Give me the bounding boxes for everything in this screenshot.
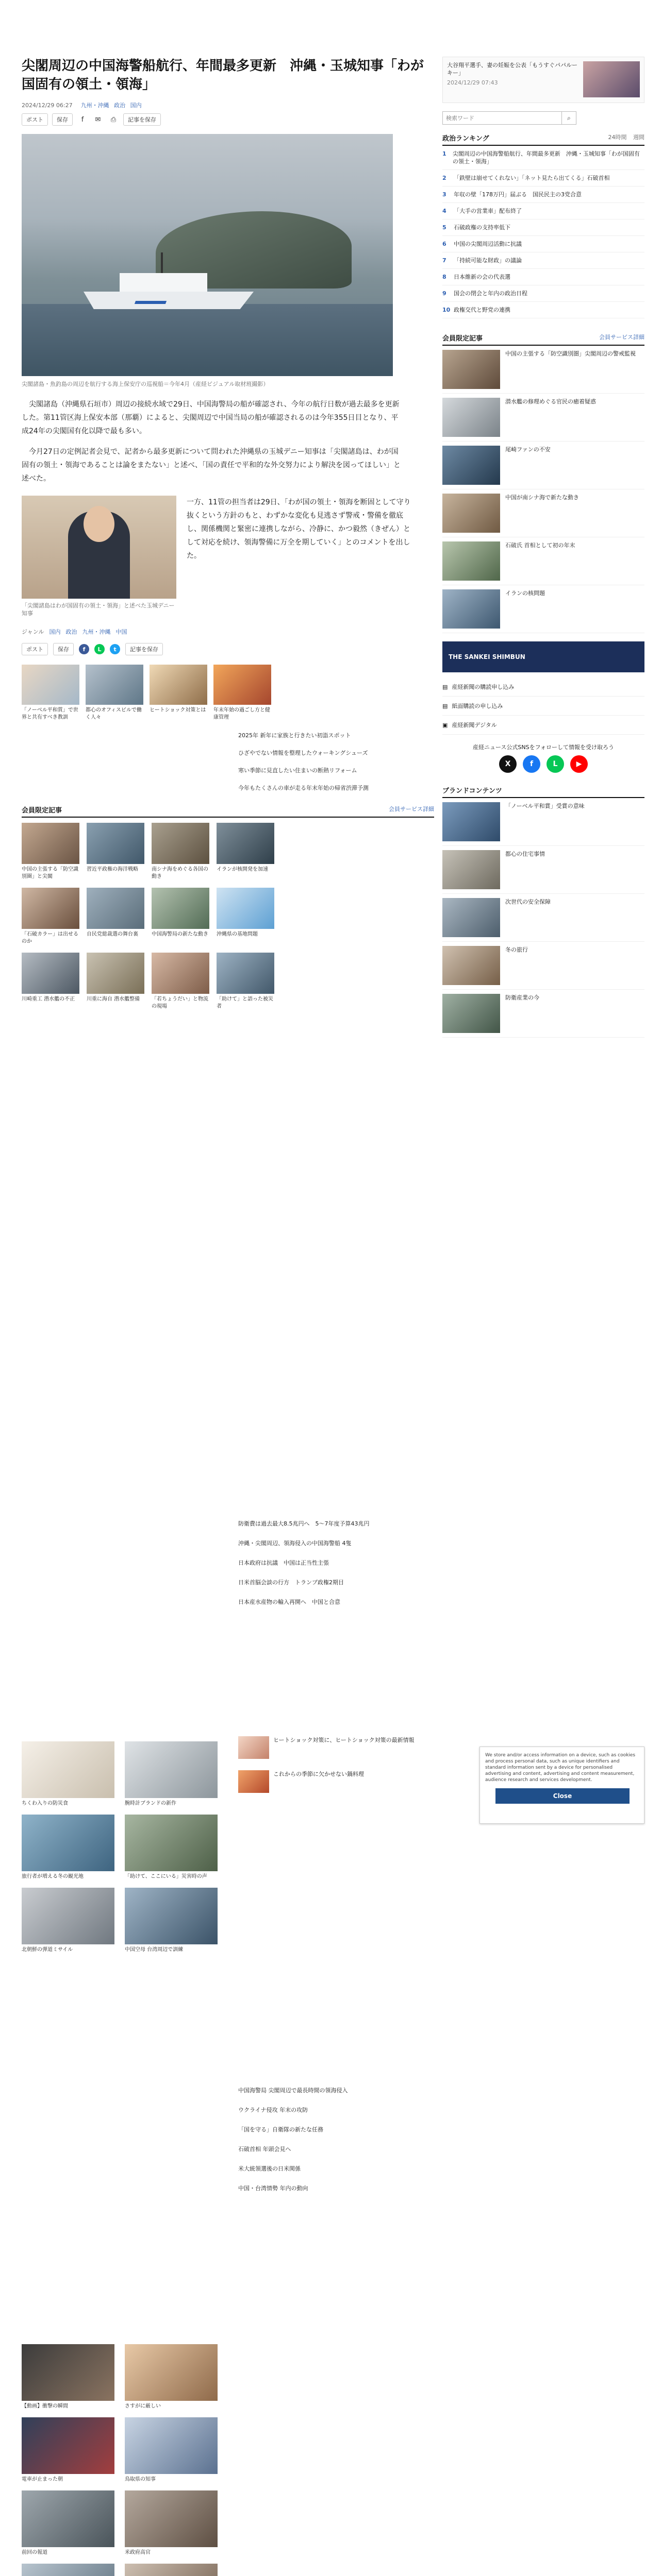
x-icon[interactable]: X xyxy=(499,755,517,773)
topic-tag[interactable]: 国内 xyxy=(49,629,61,635)
article-card[interactable]: 中国の主張する「防空識別圏」と尖閣 xyxy=(22,823,79,880)
save-article-button[interactable]: 記事を保存 xyxy=(123,113,161,126)
brand-card[interactable]: 冬の旅行 xyxy=(442,942,644,990)
members-title: 会員限定記事 xyxy=(442,335,483,343)
follow-text: 産経ニュース公式SNSをフォローして情報を受け取ろう xyxy=(472,744,615,751)
facebook-icon[interactable]: f xyxy=(79,644,89,654)
topic-tags xyxy=(22,628,434,636)
article-card[interactable]: 川崎重工 潜水艦の不正 xyxy=(22,953,79,1010)
search-icon[interactable]: ⌕ xyxy=(561,112,576,124)
print-icon[interactable]: ⎙ xyxy=(110,115,117,124)
text-link[interactable]: 沖縄・尖閣周辺、領海侵入の中国海警船 4隻 xyxy=(238,1540,352,1547)
ranking-title: 政治ランキング xyxy=(442,135,489,143)
sidebar xyxy=(442,57,644,1038)
related-thumb[interactable]: 都心のオフィスビルで働く人々 xyxy=(86,665,143,721)
members-card[interactable]: イランの核問題 xyxy=(442,585,644,633)
ranking-item[interactable]: 7 「持続可能な財政」の議論 xyxy=(442,252,644,269)
mid-text-list xyxy=(238,1520,434,1618)
subscription-link[interactable]: ▤ 産経新聞の購読申し込み xyxy=(442,677,644,697)
cookie-text: We store and/or access information on a device, such as cookies and process personal data, such as unique identifiers and standard information sent by a device for personalised advertising and content, advertising and content measurement, audience research and services development. xyxy=(485,1753,636,1783)
topic-tag[interactable]: 九州・沖縄 xyxy=(82,629,111,635)
text-link[interactable]: ウクライナ侵攻 年末の攻防 xyxy=(238,2107,308,2113)
article-card[interactable]: 自民党総裁選の舞台裏 xyxy=(87,888,144,945)
article-card[interactable]: 中国海警局の新たな動き xyxy=(152,888,209,945)
members-header xyxy=(442,333,644,346)
brand-card[interactable]: 「ノーベル平和賞」受賞の意味 xyxy=(442,798,644,846)
article-headline: 尖閣周辺の中国海警船航行、年間最多更新 沖縄・玉城知事「わが国固有の領土・領海」 xyxy=(22,58,424,92)
related-thumbs xyxy=(22,665,434,721)
facebook-icon[interactable]: f xyxy=(81,115,84,124)
article-card[interactable]: 「石破カラー」は出せるのか xyxy=(22,888,79,945)
bottom-share-row xyxy=(22,643,434,655)
top-ad-image xyxy=(583,61,640,97)
article-meta xyxy=(22,101,434,109)
article-card[interactable]: 川重に海自 潜水艦整備 xyxy=(87,953,144,1010)
cookie-close-button[interactable]: Close xyxy=(495,1788,630,1804)
article-card[interactable]: イランが核開発を加速 xyxy=(217,823,274,880)
subscription-link[interactable]: ▣ 産経新聞デジタル xyxy=(442,716,644,735)
members-section-header xyxy=(22,805,434,818)
line-icon[interactable]: ✉ xyxy=(95,115,101,124)
related-link[interactable]: 2025年 新年に家族と行きたい初詣スポット xyxy=(238,732,351,739)
newspaper-icon: ▤ xyxy=(442,683,448,690)
article-card[interactable]: 沖縄県の基地問題 xyxy=(217,888,274,945)
text-link[interactable]: 日本政府は抗議 中国は正当性主張 xyxy=(238,1560,329,1566)
top-ad[interactable] xyxy=(442,57,644,103)
article-card[interactable]: 「若ちょうだい」と物流の現場 xyxy=(152,953,209,1010)
cookie-notice xyxy=(479,1747,644,1824)
ranking-item[interactable]: 1 尖閣周辺の中国海警船航行、年間最多更新 沖縄・玉城知事「わが国固有の領土・領海」 xyxy=(442,146,644,170)
article-card[interactable]: 鳥取県の知事 xyxy=(125,2417,218,2483)
article-card[interactable]: 習近平政権の海洋戦略 xyxy=(87,823,144,880)
hero-photo xyxy=(22,134,393,376)
ranking-item[interactable]: 6 中国の尖閣周辺活動に抗議 xyxy=(442,236,644,252)
article-card[interactable]: 【動画】衝撃の瞬間 xyxy=(22,2344,114,2410)
tag-link[interactable]: 九州・沖縄 xyxy=(80,102,109,109)
members-card[interactable]: 中国の主張する「防空識別圏」尖閣周辺の警戒監視 xyxy=(442,346,644,394)
article-card[interactable]: 「助けて」と語った被災者 xyxy=(217,953,274,1010)
brand-card[interactable]: 防衛産業の今 xyxy=(442,990,644,1038)
ranking-item[interactable]: 4 「大手の営業車」配布終了 xyxy=(442,203,644,219)
hero-caption: 尖閣諸島・魚釣島の周辺を航行する海上保安庁の巡視船＝今年4月（産経ビジュアル取材班撮影） xyxy=(22,381,269,387)
related-list xyxy=(238,732,434,792)
article-card[interactable] xyxy=(22,2564,114,2576)
brand-list xyxy=(442,798,644,1038)
facebook-icon[interactable]: f xyxy=(523,755,540,773)
members-card[interactable]: 尾崎ファンの不安 xyxy=(442,442,644,489)
article-card[interactable]: 前回の報道 xyxy=(22,2490,114,2556)
ranking-header xyxy=(442,133,644,146)
subscription-links xyxy=(442,677,644,735)
lower-cards-block xyxy=(22,2339,218,2576)
line-icon[interactable]: L xyxy=(547,755,564,773)
text-link[interactable]: 中国・台湾情勢 年内の動向 xyxy=(238,2185,308,2192)
inset-paragraph: 一方、11管の担当者は29日、「わが国の領土・領海を断固として守り抜くという方針のもと、わずかな変化も見逃さず警戒・警備を徹底し、関係機関と緊密に連携しながら、冷静に、かつ毅然（きぜん）として対応を続け、領海警備に万全を期していく」とのコメントを出した。 xyxy=(187,498,411,560)
article-body xyxy=(22,398,403,485)
tab-weekly[interactable]: 週間 xyxy=(633,134,644,141)
article-paragraph: 尖閣諸島（沖縄県石垣市）周辺の接続水域で29日、中国海警局の船が確認され、今年の航行日数が過去最多を更新した。第11管区海上保安本部（那覇）によると、尖閣周辺で中国当局の船が確認されるのは今年355日目となり、平成24年の尖閣国有化以降で最も多い。 xyxy=(22,400,400,435)
text-link[interactable]: 日米首脳会談の行方 トランプ政権2期目 xyxy=(238,1579,344,1586)
members-list xyxy=(442,346,644,633)
related-link[interactable]: 寒い季節に見直したい住まいの断熱リフォーム xyxy=(238,767,357,774)
article-card[interactable]: 「助けて、ここにいる」災害時の声 xyxy=(125,1815,218,1880)
article-card[interactable]: 旅行者が増える冬の観光地 xyxy=(22,1815,114,1880)
related-thumb[interactable]: 「ノーベル平和賞」で世界と共有すべき教訓 xyxy=(22,665,79,721)
inset-block xyxy=(22,496,434,617)
text-link[interactable]: 石破首相 年頭会見へ xyxy=(238,2146,291,2153)
topic-tag[interactable]: 中国 xyxy=(115,629,127,635)
ad-item[interactable]: ヒートショック対策に、ヒートショック対策の最新情報 xyxy=(238,1736,434,1759)
article-card[interactable]: 腕時計ブランドの新作 xyxy=(125,1741,218,1807)
digital-icon: ▣ xyxy=(442,721,448,728)
search-input[interactable] xyxy=(443,112,561,124)
article-card[interactable]: 北朝鮮の弾道ミサイル xyxy=(22,1888,114,1954)
ranking-item[interactable]: 8 日本維新の会の代表選 xyxy=(442,269,644,285)
section-title: 会員限定記事 xyxy=(22,807,62,815)
members-more-link[interactable]: 会員サービス詳細 xyxy=(389,806,434,812)
ranking-item[interactable]: 2 「鉄壁は崩せてくれない」「ネット見たら出てくる」石破首相 xyxy=(442,170,644,187)
line-icon[interactable]: L xyxy=(94,644,105,654)
article-card[interactable]: 米政府高官 xyxy=(125,2490,218,2556)
topic-label: ジャンル xyxy=(22,629,44,635)
follow-block xyxy=(442,743,644,773)
article-card[interactable]: 中国空母 台湾周辺で訓練 xyxy=(125,1888,218,1954)
article-card[interactable]: さすがに厳しい xyxy=(125,2344,218,2410)
ranking-list xyxy=(442,146,644,318)
ranking-item[interactable]: 10 政権交代と野党の連携 xyxy=(442,302,644,318)
x-post-button[interactable]: ポスト xyxy=(22,113,48,126)
article-date: 2024/12/29 06:27 xyxy=(22,101,73,109)
related-link[interactable]: ひざやでない情報を整理したウォーキングシューズ xyxy=(238,750,368,756)
search-box xyxy=(442,111,576,125)
ad-item[interactable]: これからの季節に欠かせない鍋料理 xyxy=(238,1770,434,1793)
subscription-link[interactable]: ▤ 紙面購読の申し込み xyxy=(442,697,644,716)
ad-text-list xyxy=(238,1736,434,1804)
text-link[interactable]: 防衛費は過去最大8.5兆円へ 5〜7年度予算43兆円 xyxy=(238,1520,370,1527)
youtube-icon[interactable]: ▶ xyxy=(570,755,588,773)
text-link[interactable]: 日本産水産物の輸入再開へ 中国と合意 xyxy=(238,1599,340,1605)
tag-link[interactable]: 政治 xyxy=(114,102,126,109)
ranking-item[interactable]: 3 年収の壁「178万円」届ぶる 国民民主の3党合意 xyxy=(442,187,644,203)
bird-icon[interactable]: t xyxy=(110,644,120,654)
topic-tag[interactable]: 政治 xyxy=(65,629,77,635)
main-column xyxy=(22,57,434,2555)
brand-card[interactable]: 都心の住宅事情 xyxy=(442,846,644,894)
coast-guard-ship xyxy=(84,273,254,309)
members-grid xyxy=(22,823,434,1010)
save-article-button[interactable]: 記事を保存 xyxy=(125,643,163,655)
article-card[interactable]: 南シナ海をめぐる各国の動き xyxy=(152,823,209,880)
article-paragraph: 今月27日の定例記者会見で、記者から最多更新について問われた沖縄県の玉城デニー知事は「尖閣諸島は、わが国固有の領土・領海であることは論をまたない」と述べ、「国の責任で平和的な外交努力により解決を図ってほしい」と述べた。 xyxy=(22,448,401,483)
related-thumb[interactable]: 年末年始の過ごし方と健康管理 xyxy=(213,665,271,721)
article-card[interactable] xyxy=(125,2564,218,2576)
related-link[interactable]: 今年もたくさんの車が走る年末年始の帰省渋滞予測 xyxy=(238,785,369,791)
article-tags xyxy=(81,101,145,109)
brand-title: ブランドコンテンツ xyxy=(442,787,502,795)
brand-card[interactable]: 次世代の安全保障 xyxy=(442,894,644,942)
sankei-banner[interactable]: THE SANKEI SHIMBUN xyxy=(442,641,644,672)
related-thumb[interactable]: ヒートショック対策とは xyxy=(150,665,207,721)
members-card[interactable]: 潜水艦の修理めぐる官民の癒着疑惑 xyxy=(442,394,644,442)
article-card[interactable]: 電車が止まった朝 xyxy=(22,2417,114,2483)
text-link[interactable]: 中国海警局 尖閣周辺で最長時間の領海侵入 xyxy=(238,2087,348,2094)
bookmark-button[interactable]: 保存 xyxy=(53,643,74,655)
tag-link[interactable]: 国内 xyxy=(130,102,142,109)
article-card[interactable]: ちくわ入りの防災食 xyxy=(22,1741,114,1807)
text-link[interactable]: 「国を守る」自衛隊の新たな任務 xyxy=(238,2126,323,2133)
newspaper-icon: ▤ xyxy=(442,702,448,709)
bookmark-button[interactable]: 保存 xyxy=(52,113,73,126)
inset-caption: 「尖閣諸島はわが国固有の領土・領海」と述べた玉城デニー知事 xyxy=(22,602,175,617)
lower-cards-grid xyxy=(22,2344,218,2576)
brand-header xyxy=(442,785,644,798)
top-ad-text: 大谷翔平選手、妻の妊娠を公表「もうすぐパパルーキー」 xyxy=(447,62,577,76)
members-card[interactable]: 中国が南シナ海で新たな動き xyxy=(442,489,644,537)
ranking-item[interactable]: 9 国会の閉会と年内の政治日程 xyxy=(442,285,644,302)
lower-text-list xyxy=(238,2087,434,2204)
top-ad-date: 2024/12/29 07:43 xyxy=(447,79,498,86)
share-row xyxy=(22,113,434,126)
members-card[interactable]: 石破氏 首相として初の年末 xyxy=(442,537,644,585)
text-link[interactable]: 米大統領選後の日米関係 xyxy=(238,2165,301,2172)
members-more-link[interactable]: 会員サービス詳細 xyxy=(599,334,644,341)
inset-photo xyxy=(22,496,176,599)
x-post-button[interactable]: ポスト xyxy=(22,643,48,655)
ranking-item[interactable]: 5 石破政権の支持率低下 xyxy=(442,219,644,236)
tab-24h[interactable]: 24時間 xyxy=(608,134,627,141)
